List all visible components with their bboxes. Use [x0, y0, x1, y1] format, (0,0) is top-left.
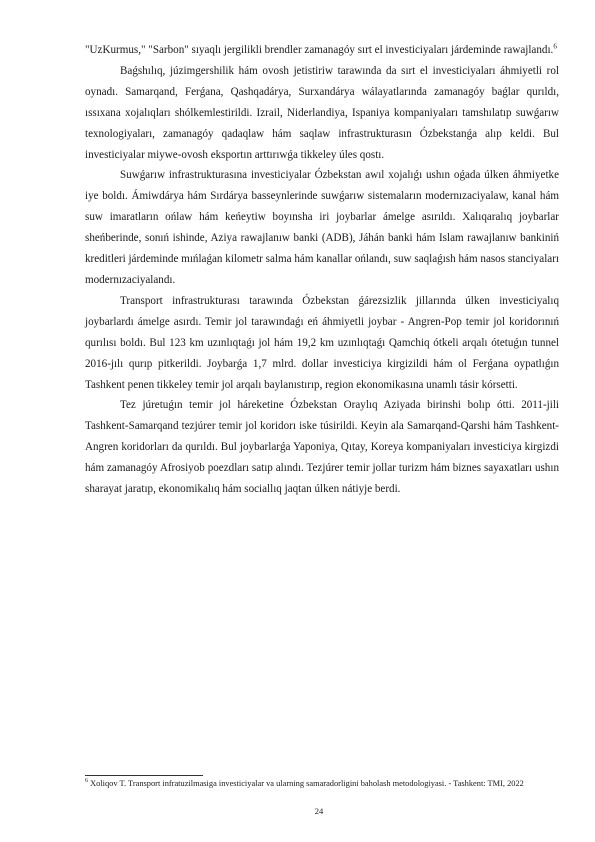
- paragraph-4: Transport infrastrukturası tarawında Ózbekstan ǵárezsizlik jillarında úlken investiciyalıq joybarlardı ámelge asırdı. Temir jol tarawındaǵı eń áhmiyetli joybar - Angren-Pop temir jol koridorınıń qurılısı boldı. Bul 123 km uzınlıqtaǵı jol hám 19,2 km uzınlıqtaǵı Qamchiq ótkeli arqalı ótetuǵın tunnel 2016-jılı qurıp pitkerildi. Joybarǵa 1,7 mlrd. dollar investiciya kirgizildi hám ol Ferǵana oypatlıǵın Tashkent penen tikkeley temir jol arqalı baylanıstırıp, region ekonomikasına unamlı tásir kórsetti.: [85, 294, 559, 391]
- footnote-divider: [85, 775, 203, 776]
- paragraph-3: Suwǵarıw infrastrukturasına investiciyalar Ózbekstan awıl xojalıǵı ushın oǵada úlken áhmiyetke iye boldı. Ámiwdárya hám Sırdárya basseynlerinde suwǵarıw sistemaların modernızaciyalaw, kanal hám suw imaratların ońlaw hám keńeytiw boyınsha iri joybarlar ámelge asırıldı. Xalıqaralıq joybarlar sheńberinde, sonıń ishinde, Aziya rawajlanıw banki (ADB), Jáhán banki hám Islam rawajlanıw bankiniń kreditleri járdeminde mıńlaǵan kilometr salma hám kanallar ońlandı, suw saqlaǵısh hám nasos stanciyaları modernızaciyalandı.: [85, 169, 559, 286]
- paragraph-5: Tez júretuǵın temir jol háreketine Ózbekstan Oraylıq Aziyada birinshi bolıp ótti. 2011-jili Tashkent-Samarqand tezjúrer temir jol koridorı iske túsirildi. Keyin ala Samarqand-Qarshi hám Tashkent-Angren koridorları da qurıldı. Bul joybarlarǵa Yaponiya, Qıtay, Koreya kompaniyaları investiciya kirgizdi hám zamanagóy Afrosiyob poezdları satıp alındı. Tezjúrer temir jollar turizm hám biznes sayaxatları ushın sharayat jaratıp, ekonomikalıq hám sociallıq jaqtan úlken nátiyje berdi.: [85, 399, 559, 496]
- footnote-text: Xoliqov T. Transport infratuzilmasiga investiciyalar va ularning samaradorligini baholash metodologiyasi. - Tashkent: TMI, 2022: [90, 779, 524, 788]
- paragraph-2: Baǵshılıq, júzimgershilik hám ovosh jetistiriw tarawında da sırt el investiciyaları áhmiyetli rol oynadı. Samarqand, Ferǵana, Qashqadárya, Surxandárya wálayatlarında zamanagóy baǵlar qurıldı, ıssıxana xojalıqları shólkemlestirildi. Izrail, Niderlandiya, Ispaniya kompaniyaları tamshılatıp suwǵarıw texnologiyaları, zamanagóy qadaqlaw hám saqlaw infrastrukturasın Ózbekstanǵa alıp keldi. Bul investiciyalar miywe-ovosh eksportın arttırıwǵa tikkeley úles qostı.: [85, 64, 559, 161]
- paragraph-1: [85, 40, 559, 61]
- footnote-reference[interactable]: 6: [553, 42, 557, 51]
- paragraph-1-text: "UzKurmus," "Sarbon" sıyaqlı jergilikli brendler zamanagóy sırt el investiciyaları járdeminde rawajlandı.: [85, 44, 554, 56]
- footnote: [85, 778, 555, 789]
- page-body: [85, 40, 559, 500]
- footnote-number: 6: [85, 778, 88, 785]
- page-number: 24: [314, 806, 324, 816]
